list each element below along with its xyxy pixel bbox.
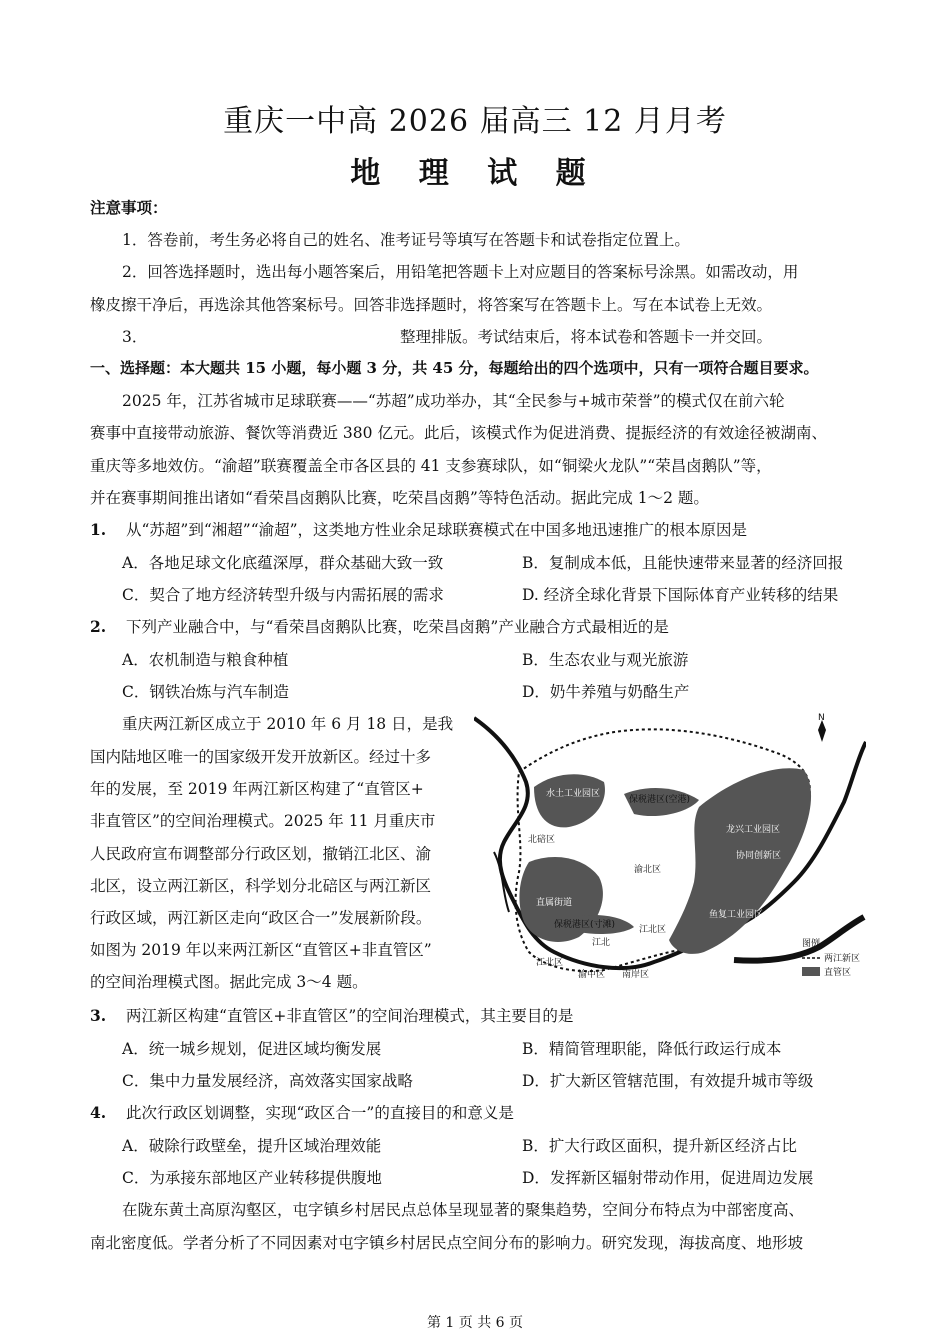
exam-subtitle: 地 理 试 题 xyxy=(350,156,600,191)
passage2-line-7: 行政区域，两江新区走向“政区合一”发展新阶段。 xyxy=(90,909,432,927)
label-baoshui-kg: 保税港区(空港) xyxy=(629,795,691,805)
label-baoshui-cs: 保税港区(寸滩) xyxy=(554,920,616,930)
q3-option-d: D．扩大新区管辖范围，有效提升城市等级 xyxy=(522,1072,814,1090)
north-arrow-icon xyxy=(818,720,826,742)
legend-direct-swatch xyxy=(802,967,820,976)
passage1-line-1: 2025 年，江苏省城市足球联赛——“苏超”成功举办，其“全民参与+城市荣誉”的模式仅在前六轮 xyxy=(122,392,785,410)
q4-option-a: A．破除行政壁垒，提升区域治理效能 xyxy=(122,1137,382,1155)
legend-boundary-label: 两江新区 xyxy=(824,954,861,964)
q2-option-d: D．奶牛养殖与奶酪生产 xyxy=(522,683,690,701)
north-label: N xyxy=(818,713,825,723)
q3-number: 3. xyxy=(90,1006,107,1025)
q1-stem: 从“苏超”到“湘超”“渝超”，这类地方性业余足球联赛模式在中国多地迅速推广的根本原因是 xyxy=(126,521,748,539)
notice-item-1: 1．答卷前，考生务必将自己的姓名、准考证号等填写在答题卡和试卷指定位置上。 xyxy=(122,231,690,249)
q1-number: 1. xyxy=(90,520,107,539)
q3-option-a: A．统一城乡规划，促进区域均衡发展 xyxy=(122,1040,382,1058)
legend-title: 图例 xyxy=(802,939,821,949)
q3-option-b: B．精简管理职能，降低行政运行成本 xyxy=(522,1040,782,1058)
label-zhishu: 直属街道 xyxy=(536,898,573,908)
label-shuitu: 水土工业园区 xyxy=(546,789,601,799)
passage1-line-4: 并在赛事期间推出诸如“看荣昌卤鹅队比赛，吃荣昌卤鹅”等特色活动。据此完成 1～2 题。 xyxy=(90,489,709,507)
q3-option-c: C．集中力量发展经济，高效落实国家战略 xyxy=(122,1072,413,1090)
passage2-line-1: 重庆两江新区成立于 2010 年 6 月 18 日，是我 xyxy=(122,715,454,733)
q2-option-b: B．生态农业与观光旅游 xyxy=(522,651,689,669)
passage2-line-5: 人民政府宣布调整部分行政区划，撤销江北区、渝 xyxy=(90,845,432,863)
section-heading: 一、选择题：本大题共 15 小题，每小题 3 分，共 45 分，每题给出的四个选项中，只有一项符合题目要求。 xyxy=(90,359,819,377)
label-xietong: 协同创新区 xyxy=(736,851,782,861)
notice-heading: 注意事项： xyxy=(90,198,168,217)
q4-option-c: C．为承接东部地区产业转移提供腹地 xyxy=(122,1169,382,1187)
label-yufu: 鱼复工业园区 xyxy=(709,910,764,920)
notice-item-2-cont: 橡皮擦干净后，再选涂其他答案标号。回答非选择题时，将答案写在答题卡上。写在本试卷上无效。 xyxy=(90,296,773,314)
passage1-line-2: 赛事中直接带动旅游、餐饮等消费近 380 亿元。此后，该模式作为促进消费、提振经济的有效途径被湖南、 xyxy=(90,424,827,442)
direct-area-north xyxy=(534,774,605,827)
q2-option-a: A．农机制造与粮食种植 xyxy=(122,651,289,669)
liangjiang-map xyxy=(474,712,866,988)
passage3-line-2: 南北密度低。学者分析了不同因素对屯字镇乡村居民点空间分布的影响力。研究发现，海拔高度、地形坡 xyxy=(90,1234,804,1252)
q4-option-b: B．扩大行政区面积，提升新区经济占比 xyxy=(522,1137,797,1155)
label-yuzhong: 渝中区 xyxy=(578,970,606,980)
label-longxing: 龙兴工业园区 xyxy=(726,825,781,835)
exam-title: 重庆一中高 2026 届高三 12 月月考 xyxy=(223,104,727,139)
q2-stem: 下列产业融合中，与“看荣昌卤鹅队比赛，吃荣昌卤鹅”产业融合方式最相近的是 xyxy=(126,618,669,636)
q1-option-d: D. 经济全球化背景下国际体育产业转移的结果 xyxy=(522,586,839,604)
notice-item-3-text: 整理排版。考试结束后，将本试卷和答题卡一并交回。 xyxy=(400,328,773,346)
passage2-line-8: 如图为 2019 年以来两江新区“直管区+非直管区” xyxy=(90,941,432,959)
page-footer: 第 1 页 共 6 页 xyxy=(426,1315,524,1331)
label-jiangbei-w: 江北区 xyxy=(536,958,564,968)
q1-option-c: C．契合了地方经济转型升级与内需拓展的需求 xyxy=(122,586,444,604)
passage2-line-4: 非直管区”的空间治理模式。2025 年 11 月重庆市 xyxy=(90,812,436,830)
label-jiangbei-short: 江北 xyxy=(592,938,611,948)
legend-direct-label: 直管区 xyxy=(824,968,852,978)
map-legend xyxy=(802,937,860,978)
passage2-line-9: 的空间治理模式图。据此完成 3～4 题。 xyxy=(90,973,368,991)
label-beibei: 北碚区 xyxy=(528,835,556,845)
passage3-line-1: 在陇东黄土高原沟壑区，屯字镇乡村居民点总体呈现显著的聚集趋势，空间分布特点为中部密度高、 xyxy=(122,1201,805,1219)
q1-option-b: B．复制成本低，且能快速带来显著的经济回报 xyxy=(522,554,844,572)
passage2-line-3: 年的发展，至 2019 年两江新区构建了“直管区+ xyxy=(90,780,424,798)
q4-option-d: D．发挥新区辐射带动作用，促进周边发展 xyxy=(522,1169,814,1187)
label-yubei: 渝北区 xyxy=(634,865,662,875)
q2-option-c: C．钢铁冶炼与汽车制造 xyxy=(122,683,289,701)
passage2-line-2: 国内陆地区唯一的国家级开发开放新区。经过十多 xyxy=(90,748,432,766)
q4-stem: 此次行政区划调整，实现“政区合一”的直接目的和意义是 xyxy=(126,1104,514,1122)
q4-number: 4. xyxy=(90,1103,107,1122)
q1-option-a: A．各地足球文化底蕴深厚，群众基础大致一致 xyxy=(122,554,444,572)
label-nanan: 南岸区 xyxy=(622,970,650,980)
notice-item-2: 2．回答选择题时，选出每小题答案后，用铅笔把答题卡上对应题目的答案标号涂黑。如需改动，用 xyxy=(122,263,799,281)
q2-number: 2. xyxy=(90,617,107,636)
passage2-line-6: 北区，设立两江新区，科学划分北碚区与两江新区 xyxy=(90,877,432,895)
q3-stem: 两江新区构建“直管区+非直管区”的空间治理模式，其主要目的是 xyxy=(126,1007,574,1025)
passage1-line-3: 重庆等多地效仿。“渝超”联赛覆盖全市各区县的 41 支参赛球队，如“铜梁火龙队”“荣昌卤鹅队”等， xyxy=(90,457,772,475)
label-jiangbei: 江北区 xyxy=(639,925,667,935)
notice-item-3-num: 3． xyxy=(122,328,148,346)
